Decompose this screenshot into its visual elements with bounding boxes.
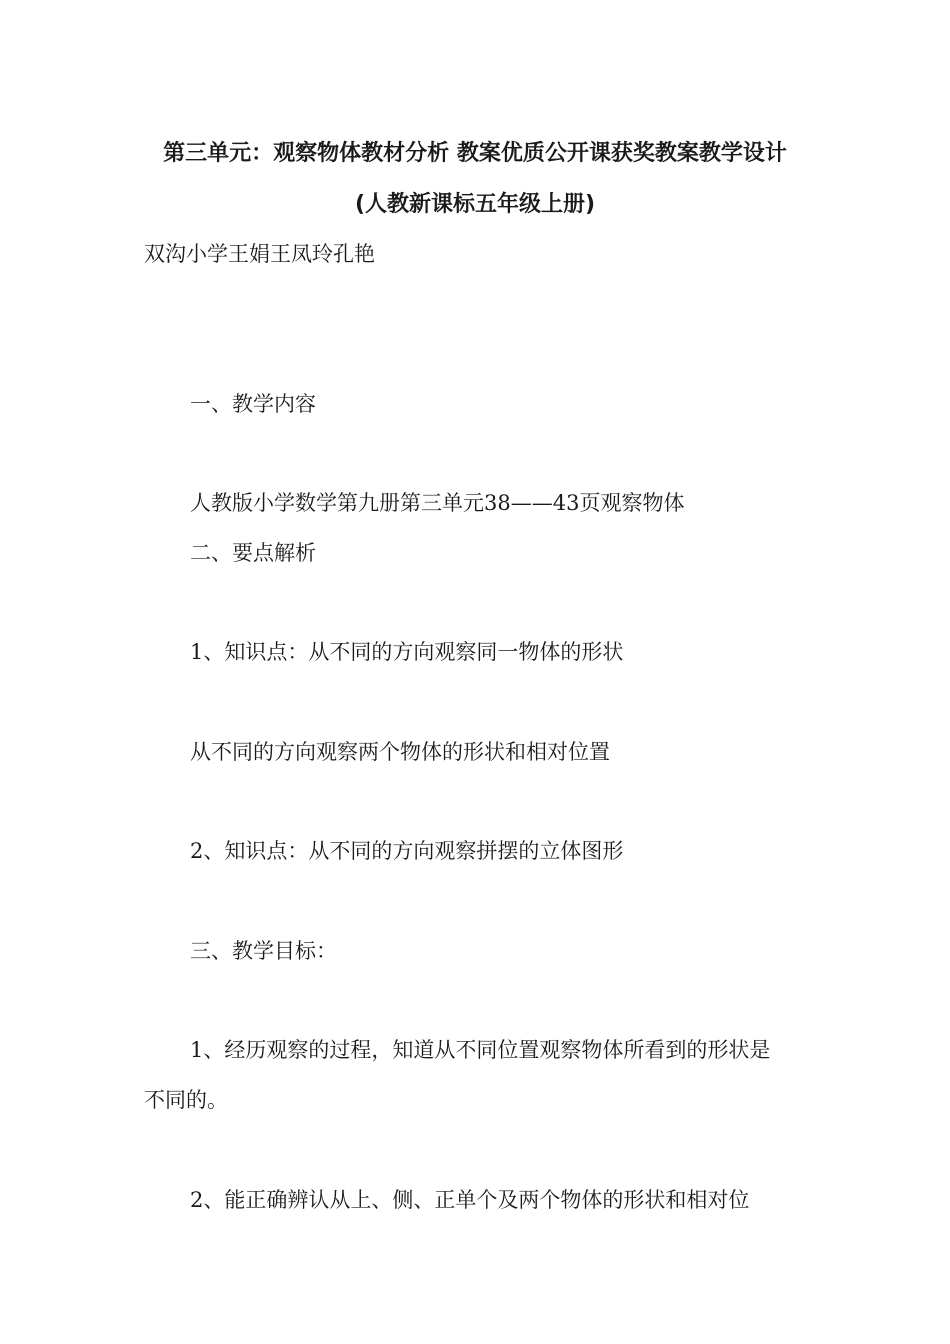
paragraph-knowledge-point-2: 2、知识点：从不同的方向观察拼摆的立体图形 <box>190 839 624 863</box>
section-heading-key-points: 二、要点解析 <box>190 541 316 565</box>
document-title: 第三单元：观察物体教材分析 教案优质公开课获奖教案教学设计 <box>163 141 787 166</box>
section-heading-teaching-goals: 三、教学目标： <box>190 939 337 963</box>
document-subtitle: (人教新课标五年级上册) <box>354 192 596 217</box>
paragraph-goal-1: 1、经历观察的过程，知道从不同位置观察物体所看到的形状是 <box>190 1038 771 1062</box>
paragraph-knowledge-point-1-cont: 从不同的方向观察两个物体的形状和相对位置 <box>190 740 610 764</box>
authors-line: 双沟小学王娟王凤玲孔艳 <box>144 242 375 266</box>
paragraph-knowledge-point-1: 1、知识点：从不同的方向观察同一物体的形状 <box>190 640 624 664</box>
paragraph-goal-2: 2、能正确辨认从上、侧、正单个及两个物体的形状和相对位 <box>190 1188 750 1212</box>
paragraph-teaching-content: 人教版小学数学第九册第三单元38——43页观察物体 <box>190 491 685 515</box>
paragraph-goal-1-cont: 不同的。 <box>144 1088 228 1112</box>
section-heading-teaching-content: 一、教学内容 <box>190 392 316 416</box>
